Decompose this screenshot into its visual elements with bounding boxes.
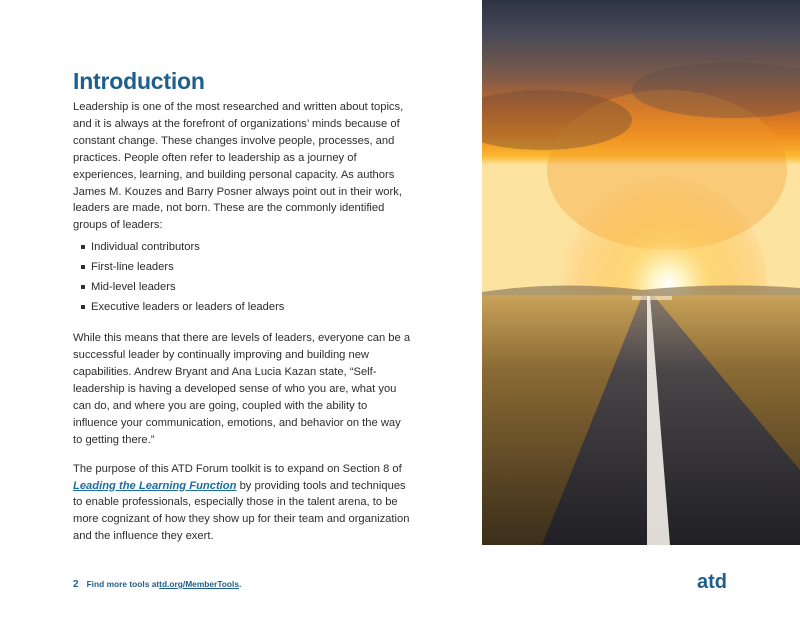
road-at-sunset-image [482, 0, 800, 545]
svg-text:atd: atd [697, 571, 727, 592]
bullet-icon [81, 265, 85, 269]
bullet-icon [81, 305, 85, 309]
page-title: Introduction [73, 68, 205, 94]
footer-text: Find more tools at [86, 579, 160, 589]
main-text-column [73, 68, 413, 545]
intro-paragraph-1: Leadership is one of the most researched and written about topics, and it is always at the forefront of organizations’ minds because of constant change. These changes involve people, processes, and practices. People often refer to leadership as a journey of experiences, learning, and building personal capacity. As authors James M. Kouzes and Barry Posner always point out in their work, leaders are made, not born. These are the commonly identified groups of leaders: [73, 101, 404, 232]
intro-paragraph-3: The purpose of this ATD Forum toolkit is to expand on Section 8 of Leading the Learning Function by providing tools and techniques to enable professionals, especially those in the talent arena, to be more cognizant of how they show up for their team and organization and the influence they exert. [73, 462, 410, 543]
member-tools-link[interactable]: td.org/MemberTools [159, 579, 240, 589]
intro-paragraph-2: While this means that there are levels of leaders, everyone can be a successful leader by continually improving and building new capabilities. Andrew Bryant and Ana Lucia Kazan state, “Self-leadership is having a developed sense of who you are, what you can do, and where you are going, coupled with the ability to influence your communication, emotions, and behavior on the way to getting there.” [73, 332, 411, 446]
bullet-icon [81, 245, 85, 249]
leader-groups-list [73, 239, 413, 319]
book-title-link[interactable]: Leading the Learning Function [73, 479, 237, 492]
page-footer: 2 Find more tools at td.org/MemberTools . [73, 579, 242, 590]
list-item: Executive leaders or leaders of leaders [73, 299, 413, 319]
page-number: 2 [73, 579, 79, 590]
atd-logo [697, 570, 731, 597]
bullet-icon [81, 285, 85, 289]
list-item: Mid-level leaders [73, 279, 413, 299]
list-item: First-line leaders [73, 259, 413, 279]
list-item: Individual contributors [73, 239, 413, 259]
